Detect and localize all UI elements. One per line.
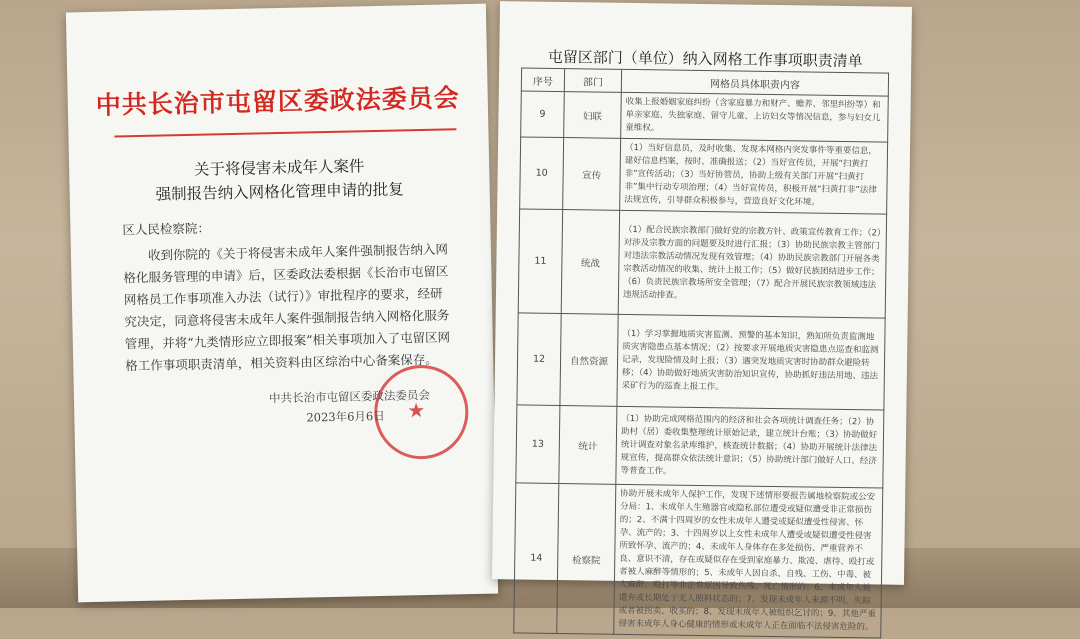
signature-date: 2023年6月6日 — [306, 408, 385, 425]
row-dept: 宣传 — [563, 138, 621, 211]
body-paragraph: 收到你院的《关于将侵害未成年人案件强制报告纳入网格化服务管理的申请》后，区委政法委根据《长治市屯留区网格员工作事项准入办法（试行）》审批程序的要求，经研究决定，同意将侵害未成年人案件强制报告纳入网格化服务管理，并将“九类情形应立即报案”相关事项加入了屯留区网格工作事项职责清单，相关资料由区综治中心备案保存。 — [123, 241, 451, 374]
duty-table — [513, 67, 889, 638]
row-dept: 自然资源 — [560, 314, 618, 407]
row-dept: 检察院 — [557, 484, 616, 635]
table-row — [518, 209, 886, 318]
addressee: 区人民检察院： — [122, 220, 211, 238]
row-content: 协助开展未成年人保护工作，发现下述情形要报告属地检察院或公安分局：1、未成年人生殖器官或隐私部位遭受或疑似遭受非正常损伤的；2、不满十四周岁的女性未成年人遭受或疑似遭受性侵害、怀孕、流产的；3、十四周岁以上女性未成年人遭受或疑似遭受性侵害所致怀孕、流产的；4、未成年人身体存在多处损伤、严重营养不良、意识不清，存在或疑似存在受到家庭暴力、欺凌、虐待、殴打或者被人麻醉等情形的；5、未成年人因自杀、自残、工伤、中毒、被人麻醉、殴打等非正常原因导致伤残、死亡情形的；6、未成年人被遗弃或长期处于无人照料状态的；7、发现未成年人来源不明、失踪或者被拐卖、收买的；8、发现未成年人被组织乞讨的；9、其他严重侵害未成年人身心健康的情形或未成年人正在面临不法侵害危险的。 — [614, 484, 883, 638]
row-seq: 9 — [521, 91, 565, 138]
red-divider-line — [114, 128, 456, 137]
row-seq: 14 — [514, 483, 559, 634]
row-seq: 12 — [517, 313, 561, 406]
seal-star-icon: ★ — [407, 398, 426, 423]
duty-list-title: 屯留区部门（单位）纳入网格工作事项职责清单 — [547, 47, 863, 71]
signature-org: 中共长治市屯留区委政法委员会 — [268, 387, 431, 406]
row-dept: 统战 — [561, 210, 619, 315]
row-content: （1）协助完成网格范围内的经济和社会各项统计调查任务；（2）协助村（居）委收集整理统计原始记录，建立统计台账；（3）协助做好统计调查对象名录库维护，核查统计数据；（4）协助开展统计法律法规宣传，提高群众依法统计意识；（5）协助统计部门做好人口、经济等普查工作。 — [616, 406, 884, 488]
row-content: 收集上报婚姻家庭纠纷（含家庭暴力和财产、赡养、邻里纠纷等）和单亲家庭、失独家庭、留守儿童、上访妇女等情况信息，参与妇女儿童维权。 — [621, 92, 889, 142]
row-seq: 10 — [520, 137, 564, 210]
row-content: （1）当好信息员，及时收集、发现本网格内突发事件等重要信息，建好信息档案，按时、准确报送；（2）当好宣传员，开展“扫黄打非”宣传活动；（3）当好协管员，协助上级有关部门开展“扫黄打非”集中行动专项治理；（4）当好宣传员，积极开展“扫黄打非”法律法规宣传，引导群众积极参与，营造良好文化环境。 — [620, 138, 888, 214]
document-body — [122, 212, 453, 377]
row-content: （1）配合民族宗教部门做好党的宗教方针、政策宣传教育工作；（2）对涉及宗教方面的问题要及时进行汇报；（3）协助民族宗教主管部门对违法宗教活动情况发现有效管理；（4）协助民族宗教部门开展各类宗教活动情况的收集、统计上报工作；（5）做好民族团结进步工作；（6）负责民族宗教场所安全管理；（7）配合开展民族宗教领域违法违规活动排查。 — [618, 210, 886, 318]
header-dept: 部门 — [564, 69, 621, 93]
red-letterhead: 中共长治市屯留区委政法委员会 — [95, 83, 461, 120]
table-row — [521, 91, 889, 142]
duty-list-document — [492, 1, 912, 633]
document-title-line1: 关于将侵害未成年人案件 — [193, 157, 365, 179]
row-dept: 统计 — [559, 406, 617, 485]
row-dept: 妇联 — [564, 92, 622, 139]
row-seq: 13 — [516, 405, 560, 484]
document-title-line2: 强制报告纳入网格化管理申请的批复 — [155, 180, 404, 204]
approval-document — [66, 4, 498, 603]
header-seq: 序号 — [521, 68, 564, 92]
row-seq: 11 — [518, 209, 562, 314]
row-content: （1）学习掌握地质灾害监测、预警的基本知识，熟知所负责监测地质灾害隐患点基本情况；（2）按要求开展地质灾害隐患点巡查和监测记录，发现险情及时上报；（3）遇突发地质灾害时协助群众避险转移；（4）协助做好地质灾害防治知识宣传，协助抓好违法用地、违法采矿行为的巡查上报工作。 — [617, 314, 885, 410]
table-row — [517, 313, 885, 410]
table-row — [516, 405, 884, 488]
table-row — [520, 137, 888, 214]
header-content: 网格员具体职责内容 — [621, 69, 888, 96]
table-row — [514, 483, 883, 638]
